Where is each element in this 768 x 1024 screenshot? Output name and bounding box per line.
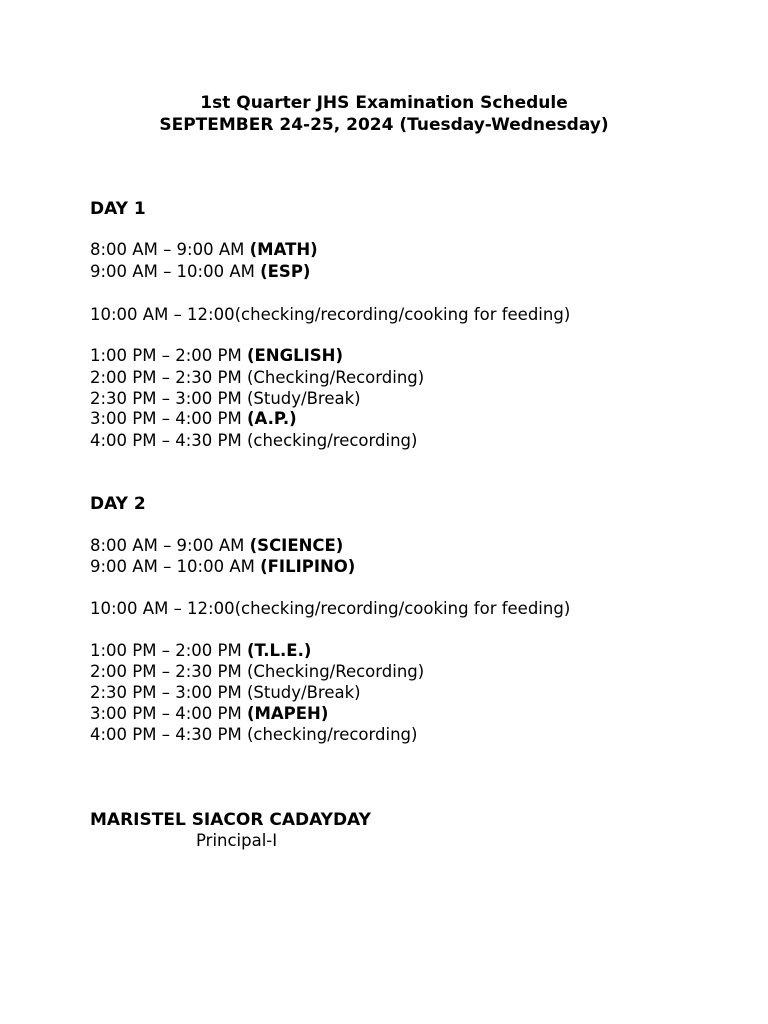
- day-2-row-6: 2:30 PM – 3:00 PM (Study/Break): [90, 683, 361, 702]
- day-1-row-3: 10:00 AM – 12:00(checking/recording/cooking for feeding): [90, 305, 571, 324]
- schedule-date: SEPTEMBER 24-25, 2024 (Tuesday-Wednesday): [159, 115, 609, 135]
- day-2-row-4: 1:00 PM – 2:00 PM (T.L.E.): [90, 641, 312, 660]
- signatory-name: MARISTEL SIACOR CADAYDAY: [90, 810, 371, 830]
- day-1-row-4: 1:00 PM – 2:00 PM (ENGLISH): [90, 346, 344, 365]
- day-1-row-5: 2:00 PM – 2:30 PM (Checking/Recording): [90, 368, 425, 387]
- day-1-row-2: 9:00 AM – 10:00 AM (ESP): [90, 262, 311, 281]
- day-2-row-8: 4:00 PM – 4:30 PM (checking/recording): [90, 725, 418, 744]
- day-1-row-7: 3:00 PM – 4:00 PM (A.P.): [90, 409, 297, 428]
- day-2-row-1: 8:00 AM – 9:00 AM (SCIENCE): [90, 536, 344, 555]
- day-2-row-3: 10:00 AM – 12:00(checking/recording/cooking for feeding): [90, 599, 571, 618]
- day-1-row-1: 8:00 AM – 9:00 AM (MATH): [90, 240, 318, 259]
- day-2-row-7: 3:00 PM – 4:00 PM (MAPEH): [90, 704, 329, 723]
- signatory-position: Principal-I: [196, 831, 278, 850]
- day-2-heading: DAY 2: [90, 494, 146, 514]
- schedule-title: 1st Quarter JHS Examination Schedule: [200, 93, 568, 113]
- day-2-row-5: 2:00 PM – 2:30 PM (Checking/Recording): [90, 662, 425, 681]
- day-1-heading: DAY 1: [90, 199, 146, 219]
- day-2-row-2: 9:00 AM – 10:00 AM (FILIPINO): [90, 557, 356, 576]
- day-1-row-6: 2:30 PM – 3:00 PM (Study/Break): [90, 389, 361, 408]
- day-1-row-8: 4:00 PM – 4:30 PM (checking/recording): [90, 431, 418, 450]
